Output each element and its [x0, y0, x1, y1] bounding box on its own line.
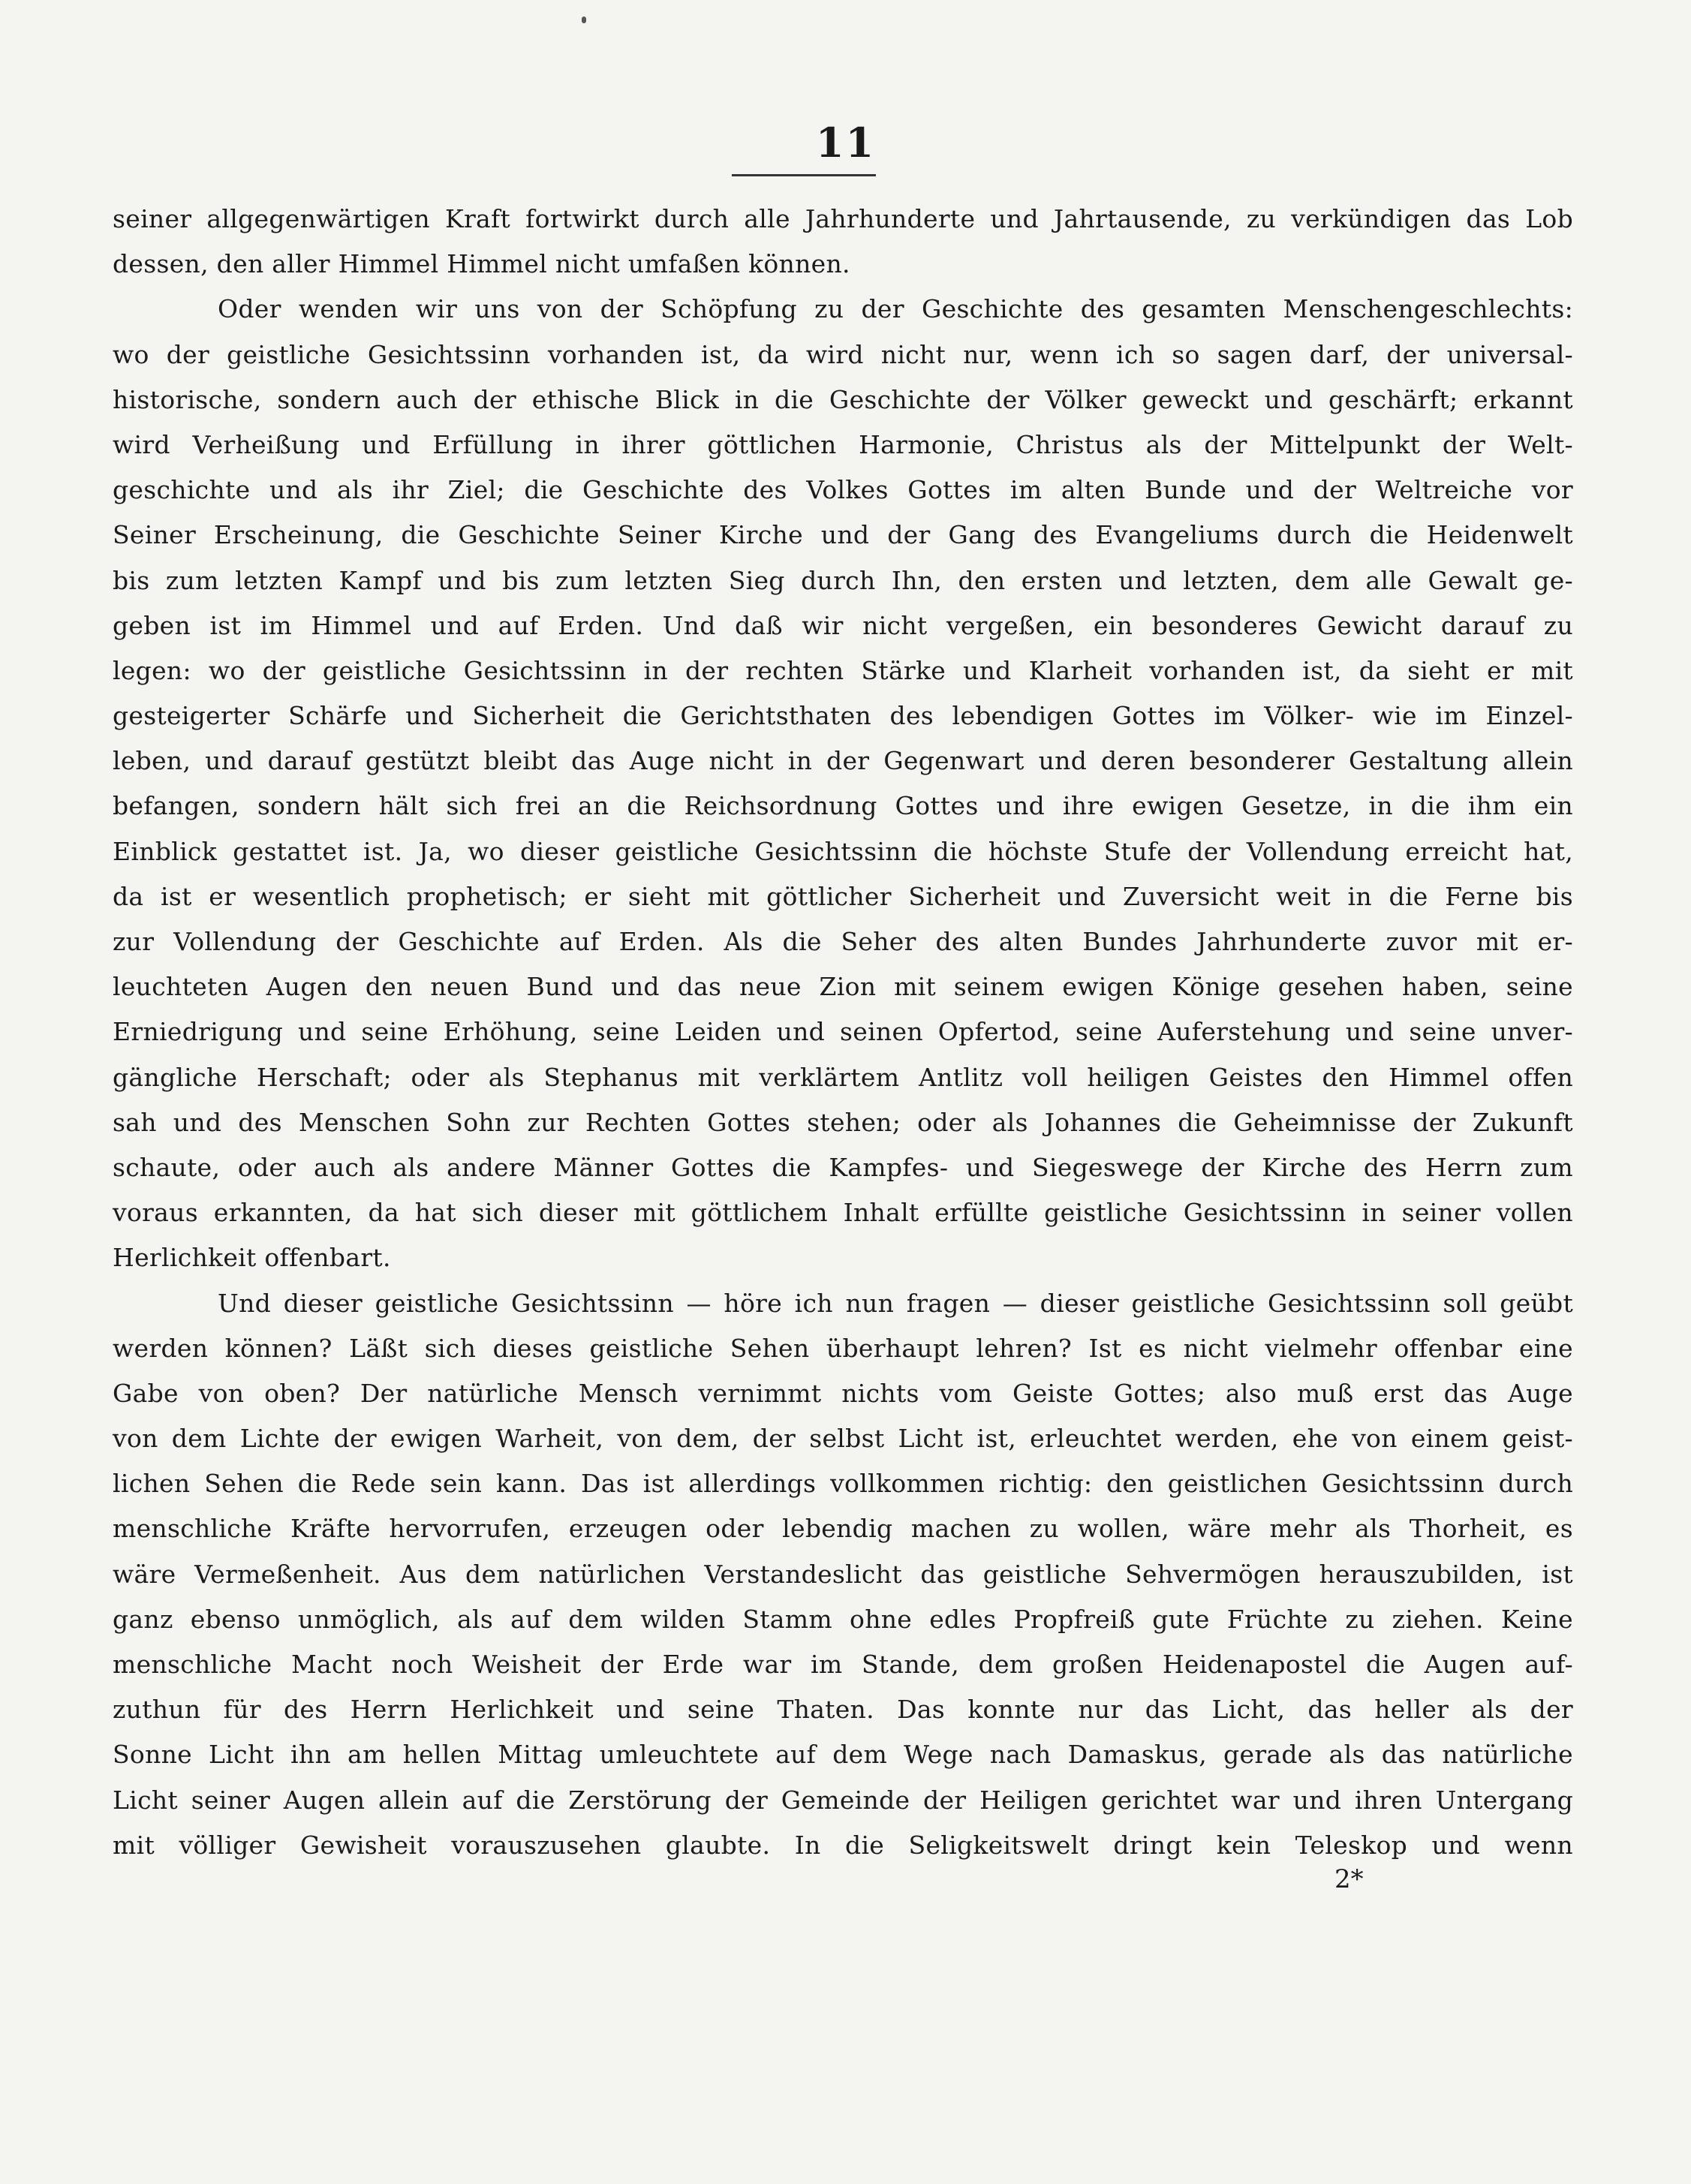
text-line: wird Verheißung und Erfüllung in ihrer göttlichen Harmonie, Christus als der Mittelpunkt der Welt- [113, 429, 1573, 459]
text-line: legen: wo der geistliche Gesichtssinn in der rechten Stärke und Klarheit vorhanden ist, da sieht er mit [113, 655, 1573, 685]
body-text [113, 197, 1573, 1868]
text-line: Seiner Erscheinung, die Geschichte Seiner Kirche und der Gang des Evangeliums durch die Heidenwelt [113, 520, 1573, 550]
header-rule [732, 174, 876, 176]
text-line: schaute, oder auch als andere Männer Gottes die Kampfes- und Siegeswege der Kirche des Herrn zum [113, 1152, 1573, 1182]
text-line: voraus erkannten, da hat sich dieser mit göttlichem Inhalt erfüllte geistliche Gesichtssinn in seiner vollen [113, 1198, 1573, 1228]
text-line: dessen, den aller Himmel Himmel nicht umfaßen können. [113, 249, 850, 279]
text-line: da ist er wesentlich prophetisch; er sieht mit göttlicher Sicherheit und Zuversicht weit in die Ferne bis [113, 881, 1573, 911]
text-line: Einblick gestattet ist. Ja, wo dieser geistliche Gesichtssinn die höchste Stufe der Vollendung erreicht hat, [113, 836, 1573, 866]
text-line: leuchteten Augen den neuen Bund und das neue Zion mit seinem ewigen Könige gesehen haben, seine [113, 972, 1573, 1002]
text-line: Und dieser geistliche Gesichtssinn — höre ich nun fragen — dieser geistliche Gesichtssinn soll geübt [218, 1288, 1573, 1318]
paragraph-3 [113, 1281, 1573, 1868]
text-line: wäre Vermeßenheit. Aus dem natürlichen Verstandeslicht das geistliche Sehvermögen herauszubilden, ist [113, 1559, 1573, 1589]
text-line: zuthun für des Herrn Herlichkeit und seine Thaten. Das konnte nur das Licht, das heller als der [113, 1695, 1573, 1725]
text-line: Licht seiner Augen allein auf die Zerstörung der Gemeinde der Heiligen gerichtet war und ihren Untergang [113, 1785, 1573, 1815]
text-line: befangen, sondern hält sich frei an die Reichsordnung Gottes und ihre ewigen Gesetze, in die ihm ein [113, 791, 1573, 821]
text-line: menschliche Kräfte hervorrufen, erzeugen oder lebendig machen zu wollen, wäre mehr als Thorheit, es [113, 1514, 1573, 1544]
text-line: lichen Sehen die Rede sein kann. Das ist allerdings vollkommen richtig: den geistlichen Gesichtssinn durch [113, 1469, 1573, 1499]
text-line: gängliche Herschaft; oder als Stephanus mit verklärtem Antlitz voll heiligen Geistes den Himmel offen [113, 1062, 1573, 1092]
text-line: menschliche Macht noch Weisheit der Erde war im Stande, dem großen Heidenapostel die Augen auf- [113, 1650, 1573, 1679]
text-line: geschichte und als ihr Ziel; die Geschichte des Volkes Gottes im alten Bunde und der Weltreiche vor [113, 475, 1573, 505]
text-line: geben ist im Himmel und auf Erden. Und daß wir nicht vergeßen, ein besonderes Gewicht darauf zu [113, 610, 1573, 640]
text-line: Sonne Licht ihn am hellen Mittag umleuchtete auf dem Wege nach Damaskus, gerade als das natürliche [113, 1740, 1573, 1770]
text-line: sah und des Menschen Sohn zur Rechten Gottes stehen; oder als Johannes die Geheimnisse der Zukunft [113, 1107, 1573, 1137]
text-line: Oder wenden wir uns von der Schöpfung zu der Geschichte des gesamten Menschengeschlechts: [218, 294, 1573, 324]
text-line: Erniedrigung und seine Erhöhung, seine Leiden und seinen Opfertod, seine Auferstehung und seine unver- [113, 1017, 1573, 1047]
text-line: wo der geistliche Gesichtssinn vorhanden ist, da wird nicht nur, wenn ich so sagen darf, der universal- [113, 339, 1573, 369]
text-line: bis zum letzten Kampf und bis zum letzten Sieg durch Ihn, den ersten und letzten, dem alle Gewalt ge- [113, 565, 1573, 595]
text-line: mit völliger Gewisheit vorauszusehen glaubte. In die Seligkeitswelt dringt kein Teleskop und wenn [113, 1830, 1573, 1860]
text-line: zur Vollendung der Geschichte auf Erden. Als die Seher des alten Bundes Jahrhunderte zuvor mit er- [113, 927, 1573, 956]
text-line: gesteigerter Schärfe und Sicherheit die Gerichtsthaten des lebendigen Gottes im Völker- wie im Einzel- [113, 701, 1573, 731]
text-line: Gabe von oben? Der natürliche Mensch vernimmt nichts vom Geiste Gottes; also muß erst das Auge [113, 1378, 1573, 1408]
paragraph-1 [113, 197, 1573, 287]
text-line: historische, sondern auch der ethische Blick in die Geschichte der Völker geweckt und geschärft; erkannt [113, 384, 1573, 414]
text-line: von dem Lichte der ewigen Warheit, von dem, der selbst Licht ist, erleuchtet werden, ehe von einem geist- [113, 1424, 1573, 1454]
paragraph-2 [113, 287, 1573, 1280]
text-line: Herlichkeit offenbart. [113, 1243, 391, 1273]
text-line: seiner allgegenwärtigen Kraft fortwirkt durch alle Jahrhunderte und Jahrtausende, zu verkündigen das Lob [113, 204, 1573, 233]
text-line: leben, und darauf gestützt bleibt das Auge nicht in der Gegenwart und deren besonderer Gestaltung allein [113, 746, 1573, 776]
text-line: ganz ebenso unmöglich, als auf dem wilden Stamm ohne edles Propfreiß gute Früchte zu ziehen. Keine [113, 1604, 1573, 1634]
signature-mark: 2* [1334, 1864, 1364, 1894]
text-line: werden können? Läßt sich dieses geistliche Sehen überhaupt lehren? Ist es nicht vielmehr offenbar eine [113, 1333, 1573, 1363]
paper-speck [582, 17, 586, 23]
page-number: 11 [815, 119, 876, 167]
